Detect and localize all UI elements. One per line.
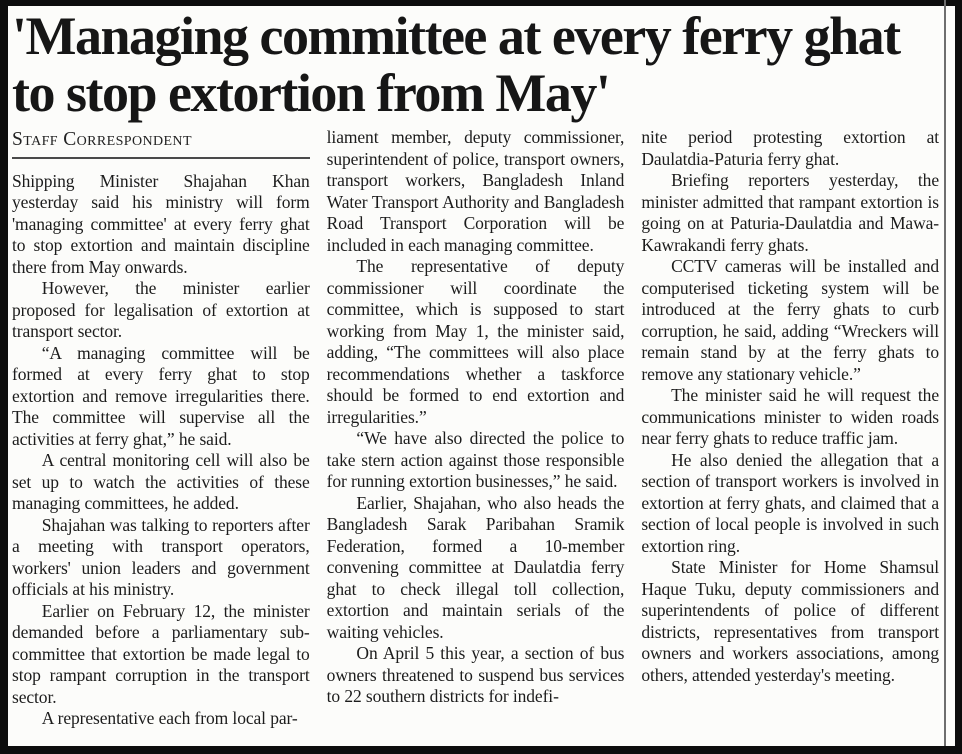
article-paragraph: He also denied the allegation that a section of transport workers is involved in extortion at ferry ghats, and claimed that a section of local people is involved in such extortion ring. <box>641 449 940 556</box>
scan-border-left <box>0 0 8 754</box>
article-paragraph: On April 5 this year, a section of bus owners threatened to suspend bus services to 22 southern districts for indefi- <box>326 643 625 706</box>
scan-border-right <box>955 0 962 754</box>
column-3-paragraphs <box>641 127 939 686</box>
article-paragraph: Earlier on February 12, the minister demanded before a parliamentary sub-committee that extortion be made legal to stop rampant corruption in the transport sector. <box>12 600 310 707</box>
article-paragraph: nite period protesting extortion at Daulatdia-Paturia ferry ghat. <box>641 127 940 169</box>
byline: Staff Correspondent <box>12 127 310 159</box>
article-paragraph: “A managing committee will be formed at every ferry ghat to stop extortion and remove irregularities there. The committee will supervise all the activities at ferry ghat,” he said. <box>12 342 310 449</box>
article-paragraph: State Minister for Home Shamsul Haque Tuku, deputy commissioners and superintendents of police of different districts, representatives from transport owners and workers associations, among others, attended yesterday's meeting. <box>641 557 940 685</box>
article-column-1 <box>12 127 310 730</box>
article-paragraph: liament member, deputy commissioner, superintendent of police, transport owners, transport workers, Bangladesh Inland Water Transport Authority and Bangladesh Road Transport Corporation will be included in each managing committee. <box>326 127 625 255</box>
column-2-paragraphs <box>327 127 625 708</box>
article-paragraph: However, the minister earlier proposed for legalisation of extortion at transport sector. <box>12 278 310 341</box>
article-paragraph: “We have also directed the police to take stern action against those responsible for running extortion businesses,” he said. <box>326 428 625 491</box>
scan-border-bottom <box>0 746 962 754</box>
article-column-3 <box>641 127 939 730</box>
article-paragraph: Briefing reporters yesterday, the minister admitted that rampant extortion is going on at Paturia-Daulatdia and Mawa-Kawrakandi ferry ghats. <box>641 170 940 255</box>
column-rule-right <box>944 0 946 754</box>
article-paragraph: A representative each from local par- <box>41 708 298 728</box>
article-paragraph: The minister said he will request the communications minister to widen roads near ferry ghats to reduce traffic jam. <box>641 385 940 448</box>
article-headline: 'Managing committee at every ferry ghat to stop extortion from May' <box>12 6 900 123</box>
article-columns <box>12 127 939 730</box>
article-paragraph: A central monitoring cell will also be set up to watch the activities of these managing committees, he added. <box>12 450 310 513</box>
article-paragraph: Shajahan was talking to reporters after a meeting with transport operators, workers' union leaders and government officials at his ministry. <box>12 514 310 599</box>
article <box>8 6 943 746</box>
article-paragraph: Shipping Minister Shajahan Khan yesterday said his ministry will form 'managing committee' at every ferry ghat to stop extortion and maintain discipline there from May onwards. <box>12 170 310 277</box>
article-column-2 <box>327 127 625 730</box>
article-paragraph: CCTV cameras will be installed and computerised ticketing system will be introduced at the ferry ghats to curb corruption, he said, adding “Wreckers will remain stand by at the ferry ghats to remove any stationary vehicle.” <box>641 256 940 384</box>
column-1-paragraphs <box>12 171 310 730</box>
article-paragraph: Earlier, Shajahan, who also heads the Bangladesh Sarak Paribahan Sramik Federation, formed a 10-member convening committee at Daulatdia ferry ghat to check illegal toll collection, extortion and maintain serials of the waiting vehicles. <box>326 492 625 642</box>
article-paragraph: The representative of deputy commissioner will coordinate the committee, which is supposed to start working from May 1, the minister said, adding, “The committees will also place recommendations whether a taskforce should be formed to end extortion and irregularities.” <box>326 256 625 427</box>
